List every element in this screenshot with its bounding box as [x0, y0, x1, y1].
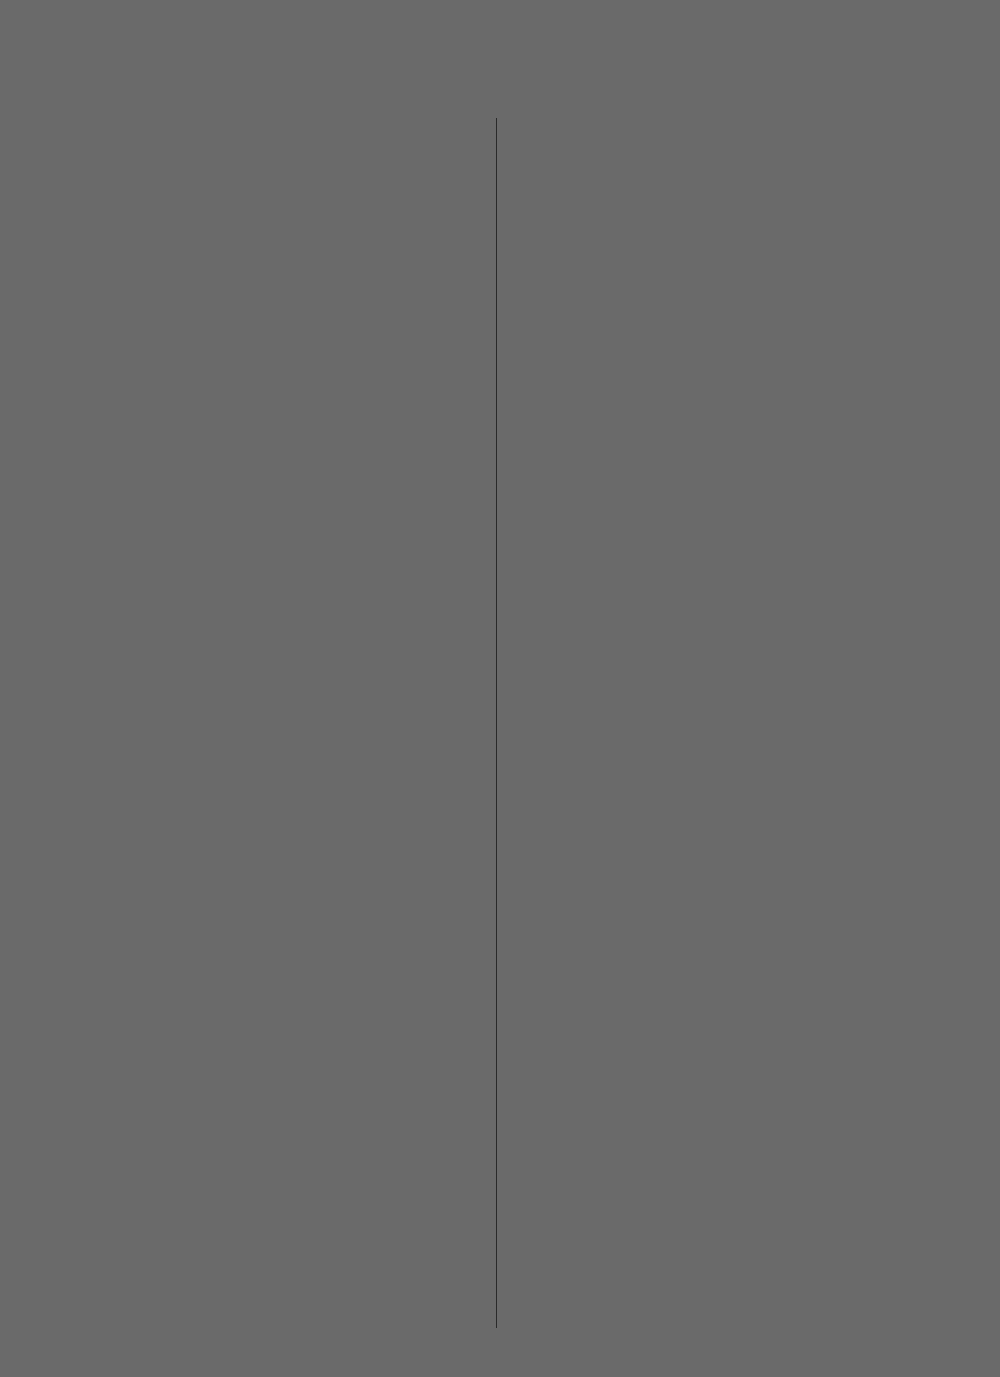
column-divider	[496, 118, 497, 1328]
left-column	[80, 118, 482, 1328]
right-column	[512, 118, 918, 1328]
